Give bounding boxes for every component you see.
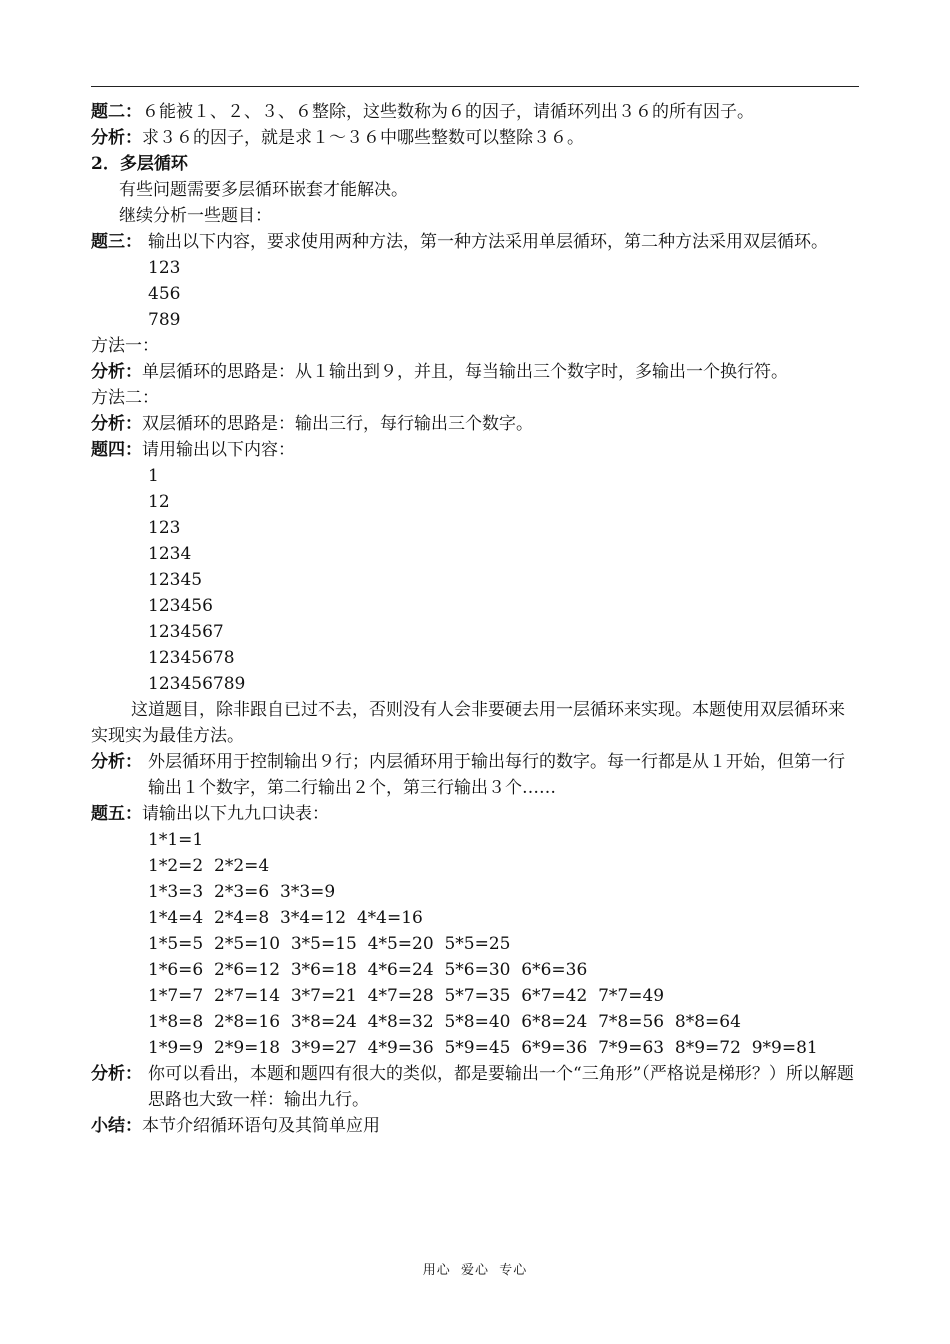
summary-label: 小结： <box>91 1116 142 1136</box>
q5-table-row: 1*6=6 2*6=12 3*6=18 4*6=24 5*6=30 6*6=36 <box>148 960 588 980</box>
method1-label: 方法一： <box>91 336 159 356</box>
q4-output-line: 12345678 <box>148 648 235 668</box>
q5-table-row: 1*1=1 <box>148 830 204 850</box>
q5-table-row: 1*4=4 2*4=8 3*4=12 4*4=16 <box>148 908 423 928</box>
q4-label: 题四： <box>91 440 142 460</box>
q5-table-row: 1*3=3 2*3=6 3*3=9 <box>148 882 336 902</box>
q4-note: 这道题目，除非跟自已过不去，否则没有人会非要硬去用一层循环来实现。本题使用双层循环来实现实为最佳方法。 <box>91 700 845 746</box>
method1-analysis-label: 分析： <box>91 362 142 382</box>
header-rule <box>91 86 859 87</box>
q5-table-row: 1*9=9 2*9=18 3*9=27 4*9=36 5*9=45 6*9=36 7*9=63 8*9=72 9*9=81 <box>148 1038 818 1058</box>
q3-output-line: 789 <box>148 310 181 330</box>
q5-analysis-block <box>91 1061 859 1113</box>
q4-output-line: 12345 <box>148 570 203 590</box>
q4-output-line: 1234567 <box>148 622 224 642</box>
q4-output-line: 1 <box>148 466 159 486</box>
q5-line <box>91 801 859 827</box>
q4-text: 请用输出以下内容： <box>142 440 295 460</box>
q2-line <box>91 99 859 125</box>
q5-table-row: 1*5=5 2*5=10 3*5=15 4*5=20 5*5=25 <box>148 934 511 954</box>
method2-label: 方法二： <box>91 388 159 408</box>
q3-text: 输出以下内容，要求使用两种方法，第一种方法采用单层循环，第二种方法采用双层循环。 <box>148 232 828 252</box>
q5-text: 请输出以下九九口诀表： <box>142 804 329 824</box>
summary-line <box>91 1113 859 1139</box>
q4-output-line: 123 <box>148 518 181 538</box>
method2-analysis-label: 分析： <box>91 414 142 434</box>
q2-analysis-label: 分析： <box>91 128 142 148</box>
q2-analysis-text: 求３６的因子，就是求１～３６中哪些整数可以整除３６。 <box>142 128 584 148</box>
q4-analysis-label: 分析： <box>91 752 142 772</box>
q4-output-line: 123456789 <box>148 674 246 694</box>
q2-label: 题二： <box>91 102 142 122</box>
method2-analysis-line <box>91 411 859 437</box>
q5-label: 题五： <box>91 804 142 824</box>
q3-label: 题三： <box>91 232 142 252</box>
q5-analysis-text: 你可以看出，本题和题四有很大的类似，都是要输出一个“三角形”（严格说是梯形？）所以解题思路也大致一样：输出九行。 <box>148 1064 854 1110</box>
q3-block <box>91 229 859 255</box>
method1-analysis-line <box>91 359 859 385</box>
summary-text: 本节介绍循环语句及其简单应用 <box>142 1116 380 1136</box>
q4-analysis-text: 外层循环用于控制输出９行；内层循环用于输出每行的数字。每一行都是从１开始，但第一行输出１个数字，第二行输出２个，第三行输出３个…… <box>148 752 845 798</box>
q4-line <box>91 437 859 463</box>
q5-table-row: 1*7=7 2*7=14 3*7=21 4*7=28 5*7=35 6*7=42 7*7=49 <box>148 986 665 1006</box>
document-body <box>91 99 859 1139</box>
section2-para2: 继续分析一些题目： <box>119 206 272 226</box>
q2-analysis-line <box>91 125 859 151</box>
q3-output-line: 123 <box>148 258 181 278</box>
q4-analysis-block <box>91 749 859 801</box>
method1-analysis-text: 单层循环的思路是：从１输出到９，并且，每当输出三个数字时，多输出一个换行符。 <box>142 362 788 382</box>
q4-output-line: 123456 <box>148 596 213 616</box>
q4-output-line: 1234 <box>148 544 192 564</box>
q5-table-row: 1*8=8 2*8=16 3*8=24 4*8=32 5*8=40 6*8=24 7*8=56 8*8=64 <box>148 1012 741 1032</box>
page-footer: 用心 爱心 专心 <box>422 1263 528 1278</box>
method2-analysis-text: 双层循环的思路是：输出三行，每行输出三个数字。 <box>142 414 533 434</box>
q3-output-line: 456 <box>148 284 181 304</box>
q5-table-row: 1*2=2 2*2=4 <box>148 856 270 876</box>
q2-text: ６能被１、２、３、６整除，这些数称为６的因子，请循环列出３６的所有因子。 <box>142 102 754 122</box>
q5-analysis-label: 分析： <box>91 1064 142 1084</box>
section2-heading: 2．多层循环 <box>91 154 188 174</box>
q4-output-line: 12 <box>148 492 170 512</box>
section2-para1: 有些问题需要多层循环嵌套才能解决。 <box>119 180 408 200</box>
